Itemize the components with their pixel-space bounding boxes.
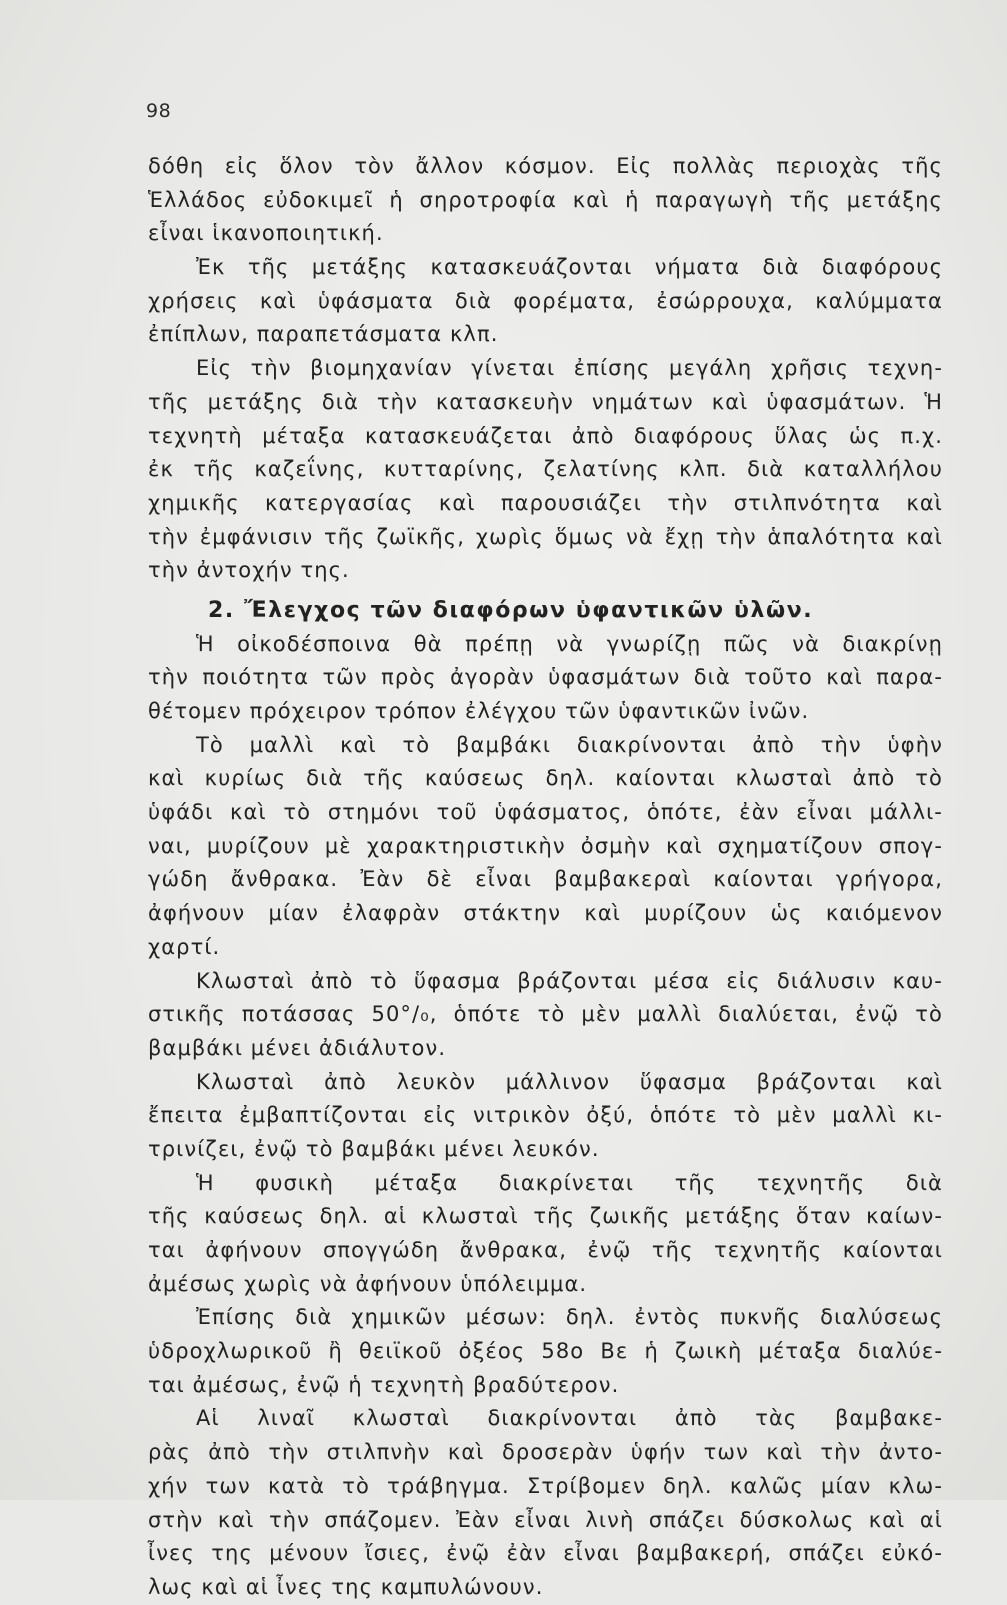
text-line: δόθη εἰς ὅλον τὸν ἄλλον κόσμον. Εἰς πολλὰς περιοχὰς τῆς <box>148 154 943 178</box>
text-line: γώδη ἄνθρακα. Ἐὰν δὲ εἶναι βαμβακεραὶ καίονται γρήγορα, <box>148 867 943 892</box>
text-line: Ἡ φυσικὴ μέταξα διακρίνεται τῆς τεχνητῆς διὰ <box>196 1170 943 1195</box>
text-line: ἀμέσως χωρὶς νὰ ἀφήνουν ὑπόλειμμα. <box>148 1271 588 1296</box>
text-line: τὴν ἀντοχήν της. <box>148 558 350 583</box>
text-line: ἐπίπλων, παραπετάσματα κλπ. <box>148 322 499 347</box>
text-line: θέτομεν πρόχειρον τρόπον ἐλέγχου τῶν ὑφαντικῶν ἰνῶν. <box>148 699 810 723</box>
text-line: βαμβάκι μένει ἀδιάλυτον. <box>148 1035 447 1060</box>
text-line: ἀφήνουν μίαν ἐλαφρὰν στάκτην καὶ μυρίζουν ὡς καιόμενον <box>148 901 943 926</box>
text-line: τὴν ἐμφάνισιν τῆς ζωϊκῆς, χωρὶς ὅμως νὰ ἔχῃ τὴν ἁπαλότητα καὶ <box>148 524 943 549</box>
text-line: εἶναι ἱκανοποιητική. <box>148 221 384 246</box>
text-line: ναι, μυρίζουν μὲ χαρακτηριστικὴν ὀσμὴν καὶ σχηματίζουν σπογ- <box>148 833 943 858</box>
text-line: ὑφάδι καὶ τὸ στημόνι τοῦ ὑφάσματος, ὁπότε, ἐὰν εἶναι μάλλι- <box>148 800 943 825</box>
text-line: χήν των κατὰ τὸ τράβηγμα. Στρίβομεν δηλ. καλῶς μίαν κλω- <box>148 1473 943 1498</box>
text-line: τεχνητὴ μέταξα κατασκευάζεται ἀπὸ διαφόρους ὕλας ὡς π.χ. <box>148 423 943 448</box>
body-text <box>148 150 943 1605</box>
section-heading: 2. Ἔλεγχος τῶν διαφόρων ὑφαντικῶν ὑλῶν. <box>208 597 814 623</box>
text-line: Τὸ μαλλὶ καὶ τὸ βαμβάκι διακρίνονται ἀπὸ τὴν ὑφὴν <box>196 732 943 757</box>
text-line: τῆς καύσεως δηλ. αἱ κλωσταὶ τῆς ζωικῆς μετάξης ὅταν καίων- <box>148 1204 943 1229</box>
text-line: χημικῆς κατεργασίας καὶ παρουσιάζει τὴν στιλπνότητα καὶ <box>148 490 943 515</box>
text-line: Αἱ λιναῖ κλωσταὶ διακρίνονται ἀπὸ τὰς βαμβακε- <box>196 1406 943 1431</box>
text-line: χρήσεις καὶ ὑφάσματα διὰ φορέματα, ἐσώρρουχα, καλύμματα <box>148 288 943 313</box>
text-line: Κλωσταὶ ἀπὸ τὸ ὕφασμα βράζονται μέσα εἰς διάλυσιν καυ- <box>196 968 943 993</box>
text-line: Εἰς τὴν βιομηχανίαν γίνεται ἐπίσης μεγάλη χρῆσις τεχνη- <box>196 356 943 381</box>
text-line: Κλωσταὶ ἀπὸ λευκὸν μάλλινον ὕφασμα βράζονται καὶ <box>196 1069 943 1094</box>
text-line: λως καὶ αἱ ἶνες της καμπυλώνουν. <box>148 1574 544 1599</box>
text-line: χαρτί. <box>148 934 221 959</box>
text-line: Ἡ οἰκοδέσποινα θὰ πρέπῃ νὰ γνωρίζῃ πῶς νὰ διακρίνῃ <box>196 631 943 656</box>
text-line: ται ἀμέσως, ἐνῷ ἡ τεχνητὴ βραδύτερον. <box>148 1372 620 1397</box>
text-line: στὴν καὶ τὴν σπάζομεν. Ἐὰν εἶναι λινὴ σπάζει δύσκολως καὶ αἱ <box>148 1507 943 1532</box>
text-line: Ἑλλάδος εὐδοκιμεῖ ἡ σηροτροφία καὶ ἡ παραγωγὴ τῆς μετάξης <box>148 187 943 212</box>
text-line: Ἐκ τῆς μετάξης κατασκευάζονται νήματα διὰ διαφόρους <box>196 255 943 280</box>
text-line: τὴν ποιότητα τῶν πρὸς ἀγορὰν ὑφασμάτων διὰ τοῦτο καὶ παρα- <box>148 665 943 690</box>
text-line: ρὰς ἀπὸ τὴν στιλπνὴν καὶ δροσερὰν ὑφήν των καὶ τὴν ἀντο- <box>148 1440 943 1465</box>
text-line: ὑδροχλωρικοῦ ἢ θειϊκοῦ ὀξέος 58ο Βε ἡ ζωικὴ μέταξα διαλύε- <box>148 1339 943 1364</box>
text-line: ται ἀφήνουν σπογγώδη ἄνθρακα, ἐνῷ τῆς τεχνητῆς καίονται <box>148 1238 943 1262</box>
text-line: καὶ κυρίως διὰ τῆς καύσεως δηλ. καίονται κλωσταὶ ἀπὸ τὸ <box>148 766 943 791</box>
text-line: ἔπειτα ἐμβαπτίζονται εἰς νιτρικὸν ὀξύ, ὁπότε τὸ μὲν μαλλὶ κι- <box>148 1103 943 1128</box>
text-line: Ἐπίσης διὰ χημικῶν μέσων: δηλ. ἐντὸς πυκνῆς διαλύσεως <box>196 1305 943 1330</box>
text-line: τρινίζει, ἐνῷ τὸ βαμβάκι μένει λευκόν. <box>148 1136 600 1161</box>
text-line: τῆς μετάξης διὰ τὴν κατασκευὴν νημάτων καὶ ὑφασμάτων. Ἡ <box>148 389 943 414</box>
text-line: στικῆς ποτάσσας 50°/₀, ὁπότε τὸ μὲν μαλλὶ διαλύεται, ἐνῷ τὸ <box>148 1002 943 1027</box>
text-line: ἐκ τῆς καζεΐνης, κυτταρίνης, ζελατίνης κλπ. διὰ καταλλήλου <box>148 457 943 482</box>
text-line: ἶνες της μένουν ἴσιες, ἐνῷ ἐὰν εἶναι βαμβακερή, σπάζει εὐκό- <box>148 1541 943 1566</box>
page-number: 98 <box>146 100 172 122</box>
